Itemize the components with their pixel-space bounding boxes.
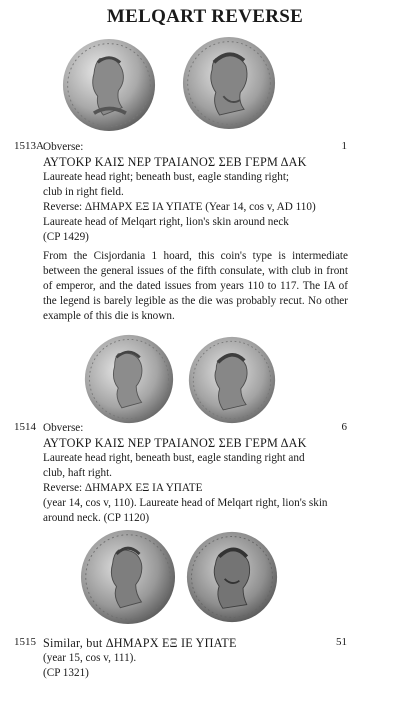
coin-obverse-1513a — [62, 38, 156, 132]
obverse-legend: ΑΥΤΟΚΡ ΚΑΙΣ ΝΕΡ ΤΡΑΙΑΝΟΣ ΣΕΒ ΓΕΡΜ ΔΑΚ — [43, 436, 307, 450]
legend-variant: Similar, but ΔΗΜΑΡΧ ΕΞ ΙΕ ΥΠΑΤΕ — [43, 636, 237, 650]
page-title: MELQART REVERSE — [106, 6, 304, 27]
coin-obverse-1515 — [80, 529, 176, 625]
reference: (CP 1321) — [43, 667, 89, 679]
coin-reverse-1513a — [182, 36, 276, 130]
obverse-label: Obverse: — [43, 141, 84, 153]
catalogue-number: 1513A — [14, 140, 44, 152]
reverse-legend: Reverse: ΔΗΜΑΡΧ ΕΞ ΙΑ ΥΠΑΤΕ (Year 14, cos v, AD 110) — [43, 201, 316, 213]
obverse-description-cont: club in right field. — [43, 186, 124, 198]
obverse-description-cont: club, haft right. — [43, 467, 112, 479]
coin-obverse-1514 — [84, 334, 174, 424]
specimen-count: 6 — [341, 421, 347, 433]
reference: around neck. (CP 1120) — [43, 512, 150, 524]
catalogue-number: 1514 — [14, 421, 36, 433]
entry-description — [43, 421, 348, 526]
reverse-description: Laureate head of Melqart right, lion's skin around neck — [43, 216, 289, 228]
obverse-description: Laureate head right, beneath bust, eagle standing right and — [43, 452, 305, 464]
coin-row-1515 — [0, 527, 410, 631]
reference: (CP 1429) — [43, 231, 89, 243]
entry-note: From the Cisjordania 1 hoard, this coin's type is intermediate between the general issues of the fifth consulate, with club in front of emperor, and the dated issues from years 110 to 117. The IA of the legend is barely legible as the die was probably recut. No other example of this die is known. — [43, 250, 348, 322]
date-description: (year 15, cos v, 111). — [43, 652, 137, 664]
entry-description — [43, 636, 348, 681]
catalogue-number: 1515 — [14, 636, 36, 648]
reverse-description: (year 14, cos v, 110). Laureate head of Melqart right, lion's skin — [43, 497, 328, 509]
coin-row-1513a — [0, 34, 410, 138]
obverse-legend: ΑΥΤΟΚΡ ΚΑΙΣ ΝΕΡ ΤΡΑΙΑΝΟΣ ΣΕΒ ΓΕΡΜ ΔΑΚ — [43, 155, 307, 169]
coin-reverse-1515 — [186, 531, 278, 623]
specimen-count: 51 — [336, 636, 347, 648]
entry-description — [43, 140, 348, 324]
reverse-legend: Reverse: ΔΗΜΑΡΧ ΕΞ ΙΑ ΥΠΑΤΕ — [43, 482, 203, 494]
obverse-description: Laureate head right; beneath bust, eagle standing right; — [43, 171, 290, 183]
specimen-count: 1 — [341, 140, 347, 152]
coin-reverse-1514 — [188, 336, 276, 424]
obverse-label: Obverse: — [43, 422, 84, 434]
